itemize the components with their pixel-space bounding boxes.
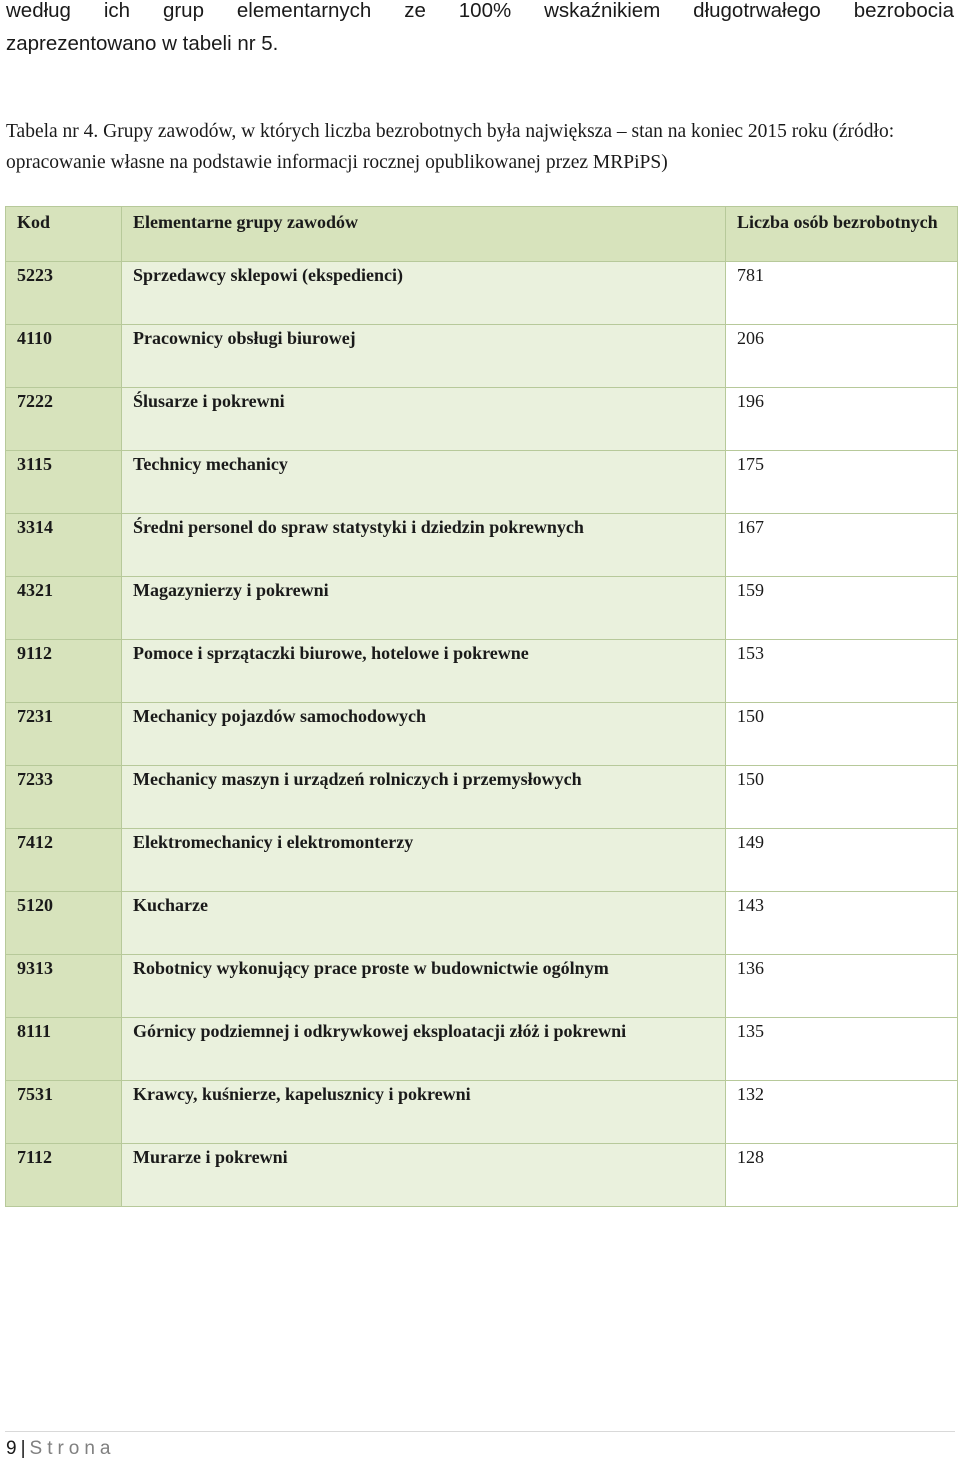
- row-code: 7231: [6, 703, 122, 766]
- occupation-groups-table: [5, 206, 958, 1207]
- intro-paragraph-line-1: według ich grup elementarnych ze 100% wskaźnikiem długotrwałego bezrobocia: [6, 0, 954, 22]
- table-row: [6, 703, 958, 766]
- page-number: 9: [6, 1438, 17, 1459]
- row-unemployed-count: 150: [726, 703, 958, 766]
- table-row: [6, 451, 958, 514]
- row-code: 7531: [6, 1081, 122, 1144]
- row-code: 8111: [6, 1018, 122, 1081]
- table-body: [6, 262, 958, 1207]
- footer-separator: |: [20, 1438, 26, 1459]
- row-occupation-name: Pracownicy obsługi biurowej: [122, 325, 726, 388]
- row-unemployed-count: 149: [726, 829, 958, 892]
- row-occupation-name: Sprzedawcy sklepowi (ekspedienci): [122, 262, 726, 325]
- row-unemployed-count: 135: [726, 1018, 958, 1081]
- table-row: [6, 829, 958, 892]
- row-code: 7222: [6, 388, 122, 451]
- row-unemployed-count: 206: [726, 325, 958, 388]
- table-row: [6, 1081, 958, 1144]
- row-unemployed-count: 143: [726, 892, 958, 955]
- row-code: 5120: [6, 892, 122, 955]
- row-unemployed-count: 175: [726, 451, 958, 514]
- table-row: [6, 892, 958, 955]
- row-occupation-name: Mechanicy pojazdów samochodowych: [122, 703, 726, 766]
- row-unemployed-count: 153: [726, 640, 958, 703]
- table-row: [6, 577, 958, 640]
- page-footer: [6, 1437, 116, 1461]
- row-occupation-name: Krawcy, kuśnierze, kapelusznicy i pokrewni: [122, 1081, 726, 1144]
- row-code: 5223: [6, 262, 122, 325]
- table-row: [6, 955, 958, 1018]
- row-occupation-name: Magazynierzy i pokrewni: [122, 577, 726, 640]
- table-row: [6, 1018, 958, 1081]
- row-unemployed-count: 781: [726, 262, 958, 325]
- header-name: Elementarne grupy zawodów: [122, 207, 726, 262]
- table-header: [6, 207, 958, 262]
- row-code: 4321: [6, 577, 122, 640]
- row-occupation-name: Robotnicy wykonujący prace proste w budownictwie ogólnym: [122, 955, 726, 1018]
- row-code: 7412: [6, 829, 122, 892]
- table-row: [6, 262, 958, 325]
- row-unemployed-count: 150: [726, 766, 958, 829]
- table-row: [6, 1144, 958, 1207]
- table-row: [6, 766, 958, 829]
- page-word: Strona: [29, 1438, 116, 1459]
- row-code: 3115: [6, 451, 122, 514]
- row-occupation-name: Murarze i pokrewni: [122, 1144, 726, 1207]
- row-occupation-name: Mechanicy maszyn i urządzeń rolniczych i przemysłowych: [122, 766, 726, 829]
- row-unemployed-count: 128: [726, 1144, 958, 1207]
- row-code: 3314: [6, 514, 122, 577]
- header-row: [6, 207, 958, 262]
- row-occupation-name: Ślusarze i pokrewni: [122, 388, 726, 451]
- row-unemployed-count: 159: [726, 577, 958, 640]
- intro-paragraph-line-2: zaprezentowano w tabeli nr 5.: [6, 32, 279, 55]
- row-occupation-name: Górnicy podziemnej i odkrywkowej eksploatacji złóż i pokrewni: [122, 1018, 726, 1081]
- row-code: 9313: [6, 955, 122, 1018]
- row-occupation-name: Pomoce i sprzątaczki biurowe, hotelowe i pokrewne: [122, 640, 726, 703]
- table-row: [6, 325, 958, 388]
- row-code: 7233: [6, 766, 122, 829]
- row-unemployed-count: 136: [726, 955, 958, 1018]
- row-code: 7112: [6, 1144, 122, 1207]
- row-unemployed-count: 196: [726, 388, 958, 451]
- row-unemployed-count: 132: [726, 1081, 958, 1144]
- row-code: 9112: [6, 640, 122, 703]
- row-unemployed-count: 167: [726, 514, 958, 577]
- row-occupation-name: Kucharze: [122, 892, 726, 955]
- header-code: Kod: [6, 207, 122, 262]
- table-row: [6, 640, 958, 703]
- table-caption: Tabela nr 4. Grupy zawodów, w których liczba bezrobotnych była największa – stan na koniec 2015 roku (źródło: opracowanie własne na podstawie informacji rocznej opublikowanej przez MRPiPS): [6, 121, 895, 173]
- header-count: Liczba osób bezrobotnych: [726, 207, 958, 262]
- row-occupation-name: Technicy mechanicy: [122, 451, 726, 514]
- table-row: [6, 514, 958, 577]
- footer-divider: [5, 1431, 955, 1432]
- row-occupation-name: Elektromechanicy i elektromonterzy: [122, 829, 726, 892]
- table-row: [6, 388, 958, 451]
- row-code: 4110: [6, 325, 122, 388]
- row-occupation-name: Średni personel do spraw statystyki i dziedzin pokrewnych: [122, 514, 726, 577]
